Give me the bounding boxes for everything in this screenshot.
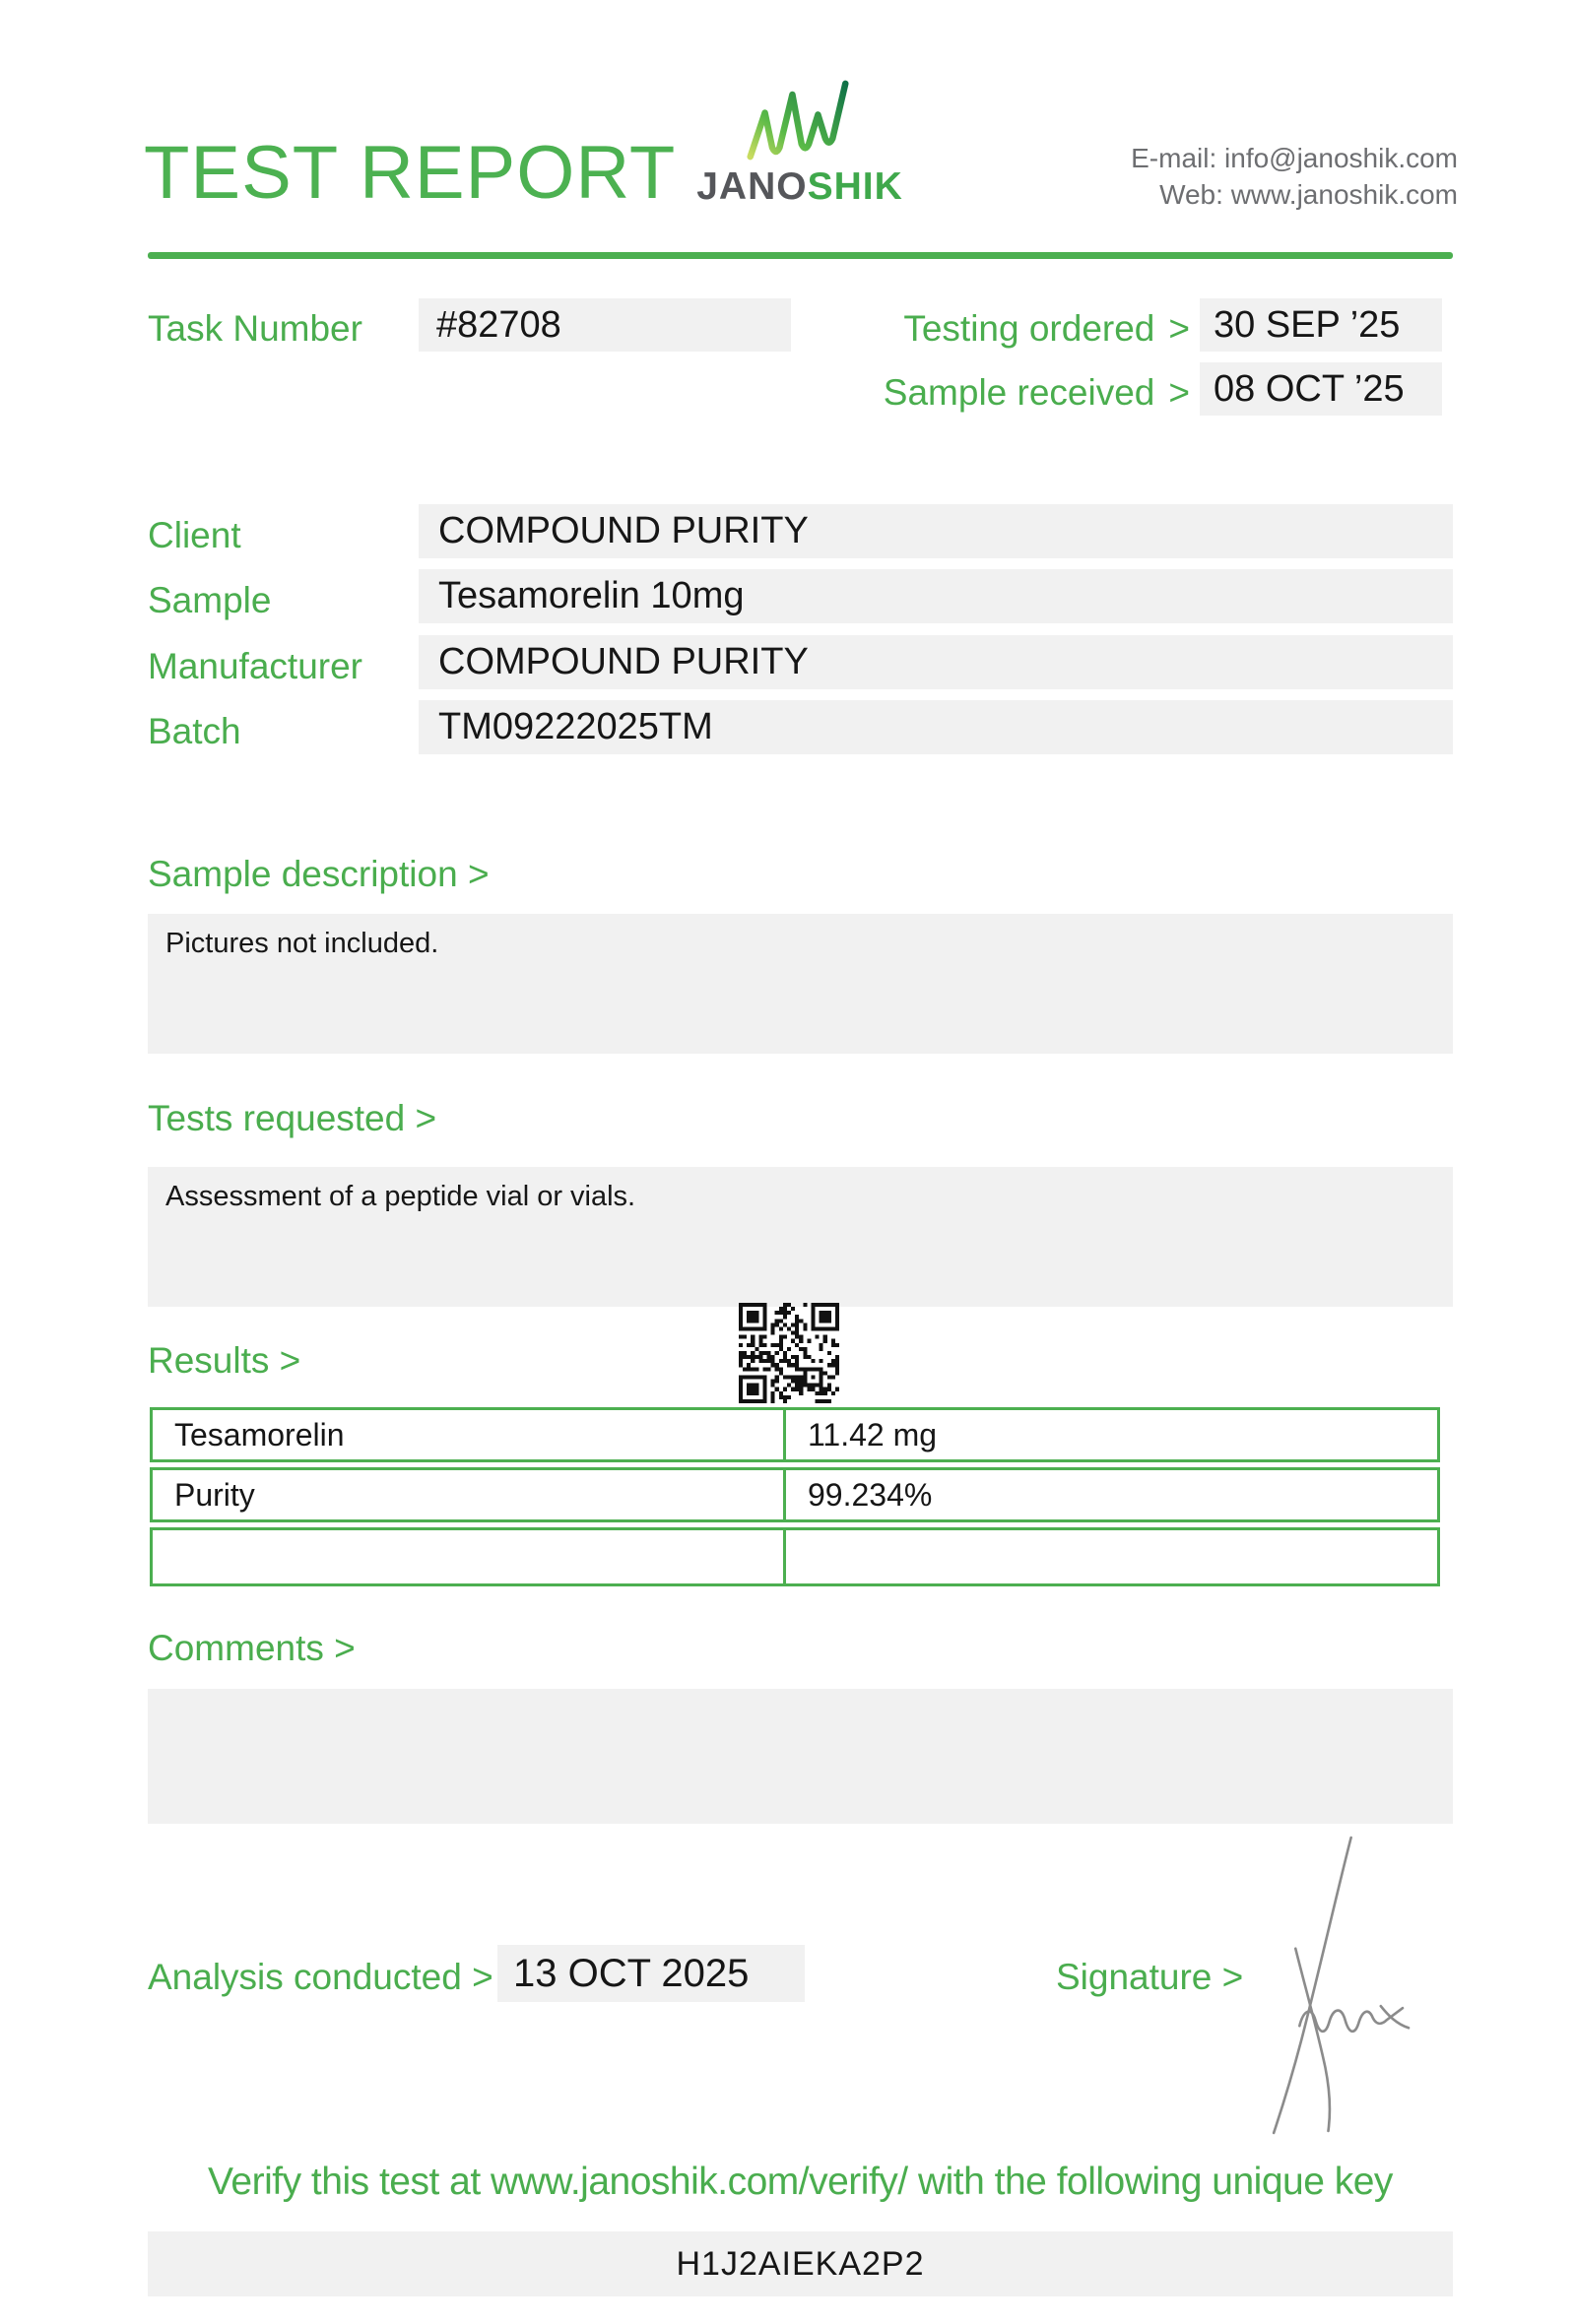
result-value: 11.42 mg <box>808 1417 938 1452</box>
janoshik-logo <box>678 165 922 209</box>
qr-code <box>739 1303 839 1403</box>
page-title: TEST REPORT <box>144 131 677 215</box>
manufacturer-label: Manufacturer <box>148 646 362 686</box>
table-row <box>150 1527 1440 1586</box>
task-number-box <box>419 298 791 352</box>
sample-received-arrow: > <box>1168 372 1190 413</box>
sample-description-box <box>148 914 1453 1054</box>
sample-label: Sample <box>148 580 272 620</box>
contact-block <box>1131 140 1458 213</box>
analysis-date-box <box>497 1945 805 2002</box>
signature-label: Signature > <box>1056 1957 1244 1997</box>
analysis-date-value: 13 OCT 2025 <box>513 1952 750 1995</box>
result-value: 99.234% <box>808 1477 933 1513</box>
task-number-label: Task Number <box>148 308 362 349</box>
contact-email: E-mail: info@janoshik.com <box>1131 143 1458 173</box>
testing-ordered-box <box>1200 298 1442 352</box>
verify-key-box <box>148 2231 1453 2296</box>
table-row <box>150 1407 1440 1462</box>
result-name: Tesamorelin <box>174 1417 345 1452</box>
comments-heading: Comments > <box>148 1628 356 1668</box>
logo-chart-icon <box>747 77 849 163</box>
comments-box <box>148 1689 1453 1824</box>
batch-value: TM09222025TM <box>438 706 713 747</box>
logo-shik: SHIK <box>807 165 903 208</box>
sample-value: Tesamorelin 10mg <box>438 575 745 616</box>
analysis-conducted-label: Analysis conducted > <box>148 1957 493 1997</box>
tests-requested-box <box>148 1167 1453 1307</box>
results-heading: Results > <box>148 1340 301 1381</box>
task-number-value: #82708 <box>436 304 561 346</box>
client-label: Client <box>148 515 241 555</box>
table-row <box>150 1467 1440 1522</box>
tests-requested-heading: Tests requested > <box>148 1098 437 1138</box>
batch-label: Batch <box>148 711 241 751</box>
sample-received-box <box>1200 362 1442 416</box>
tests-requested-text: Assessment of a peptide vial or vials. <box>165 1181 636 1212</box>
client-value: COMPOUND PURITY <box>438 510 809 551</box>
contact-web: Web: www.janoshik.com <box>1159 179 1458 210</box>
testing-ordered-label: Testing ordered > <box>877 307 1190 351</box>
sample-description-text: Pictures not included. <box>165 928 439 959</box>
logo-jano: JANO <box>696 165 808 208</box>
results-table <box>150 1407 1440 1591</box>
signature-image <box>1243 1832 1418 2139</box>
client-box <box>419 504 1453 558</box>
batch-box <box>419 700 1453 754</box>
sample-description-heading: Sample description > <box>148 854 490 894</box>
header-divider <box>148 252 1453 259</box>
manufacturer-value: COMPOUND PURITY <box>438 641 809 682</box>
verify-instruction: Verify this test at www.janoshik.com/verify/ with the following unique key <box>208 2161 1393 2203</box>
sample-received-value: 08 OCT ’25 <box>1214 368 1405 410</box>
sample-box <box>419 569 1453 623</box>
verify-key-value: H1J2AIEKA2P2 <box>676 2245 925 2283</box>
testing-ordered-arrow: > <box>1168 308 1190 349</box>
testing-ordered-value: 30 SEP ’25 <box>1214 304 1401 346</box>
sample-received-label: Sample received > <box>877 371 1190 415</box>
comments-text <box>148 1689 1453 1716</box>
result-name: Purity <box>174 1477 255 1513</box>
manufacturer-box <box>419 635 1453 689</box>
